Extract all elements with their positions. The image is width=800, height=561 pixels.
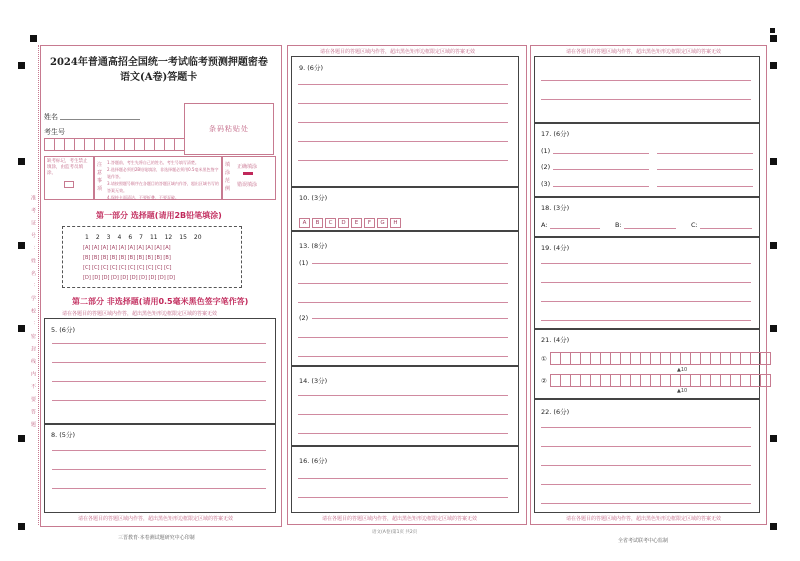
grid-mark: ▲10 (677, 388, 688, 394)
correct-fill-sample (243, 172, 253, 175)
answer-area-warning: 请在各题目的答题区域内作答，超出黑色矩形边框限定区域的答案无效 (78, 516, 234, 522)
registration-mark (770, 35, 777, 42)
sub-question-label: A: (541, 221, 548, 229)
answer-box-q16[interactable] (291, 445, 519, 513)
registration-mark (30, 35, 37, 42)
registration-mark (770, 158, 777, 165)
answer-box-q13[interactable] (291, 230, 519, 367)
question-label: 18. (3分) (541, 204, 570, 212)
question-number: 4 (117, 234, 122, 241)
instruction-line: 3.请按照题号顺序在各题目的答题区域内作答，超出区域书写的答案无效。 (107, 181, 219, 193)
question-label: 13. (8分) (299, 242, 328, 250)
registration-mark (770, 242, 777, 249)
question-number: 1 (85, 234, 89, 241)
question-label: 17. (6分) (541, 130, 570, 138)
question-label: 8. (5分) (51, 431, 75, 439)
question-label: 9. (6分) (299, 64, 323, 72)
answer-box-q14[interactable] (291, 365, 519, 447)
question-number: 2 (95, 234, 100, 241)
instruction-line: 2.选择题必须用2B铅笔填涂，非选择题必须用0.5毫米黑色签字笔作答。 (107, 167, 219, 179)
question-number: 6 (128, 234, 133, 241)
sub-question-label: (1) (541, 147, 551, 155)
name-label: 姓名 (44, 113, 58, 121)
q10-option[interactable]: C (325, 218, 336, 228)
answer-box-q19[interactable] (534, 236, 760, 330)
q10-option[interactable]: E (351, 218, 362, 228)
registration-mark (770, 325, 777, 332)
answer-area-warning: 请在各题目的答题区域内作答，超出黑色矩形边框限定区域的答案无效 (566, 49, 722, 55)
fill-example-label: 填涂范例 (225, 162, 231, 192)
question-number: 15 (179, 234, 187, 241)
question-number: 12 (164, 234, 173, 241)
q10-option[interactable]: H (390, 218, 401, 228)
sub-question-label: ① (541, 355, 547, 363)
sub-question-label: (2) (541, 163, 551, 171)
registration-mark (18, 325, 25, 332)
answer-area-warning: 请在各题目的答题区域内作答，超出黑色矩形边框限定区域的答案无效 (62, 311, 218, 317)
registration-mark (770, 435, 777, 442)
footer-left: 三晋教育·本卷测试题研究中心印制 (118, 535, 195, 541)
answer-box-q22[interactable] (534, 398, 760, 513)
absent-mark-box (44, 156, 94, 200)
question-label: 21. (4分) (541, 336, 570, 344)
registration-mark (18, 523, 25, 530)
barcode-area (184, 103, 274, 155)
name-field[interactable] (60, 119, 140, 120)
question-label: 10. (3分) (299, 194, 328, 202)
student-id-label: 考生号 (44, 128, 65, 136)
q10-option[interactable]: A (299, 218, 310, 228)
question-label: 5. (6分) (51, 326, 75, 334)
side-binding-text: 准 考 证 号 ： 姓 名 ： 学 校 ： 密 封 线 内 不 要 答 题 (30, 195, 36, 430)
part1-title: 第一部分 选择题(请用2B铅笔填涂) (96, 211, 222, 220)
question-label: 22. (6分) (541, 408, 570, 416)
option-row-b[interactable]: [B] [B] [B] [B] [B] [B] [B] [B] [B] [B] (83, 255, 171, 261)
registration-mark (18, 242, 25, 249)
sub-question-label: C: (691, 221, 698, 229)
student-id-cells[interactable] (44, 138, 184, 151)
answer-area-warning: 请在各题目的答题区域内作答，超出黑色矩形边框限定区域的答案无效 (566, 516, 722, 522)
registration-mark (770, 62, 777, 69)
sub-question-label: (3) (541, 180, 551, 188)
instructions-label: 注意事项 (97, 162, 103, 192)
option-row-d[interactable]: [D] [D] [D] [D] [D] [D] [D] [D] [D] [D] (83, 275, 175, 281)
sub-question-label: (1) (299, 259, 309, 267)
sub-question-label: ② (541, 377, 547, 385)
page-title: 2024年普通高招全国统一考试临考预测押题密卷 (50, 57, 268, 68)
correct-fill-label: 正确填涂 (237, 164, 258, 170)
footer-right: 全省考试联考中心监制 (618, 538, 669, 544)
answer-area-warning: 请在各题目的答题区域内作答，超出黑色矩形边框限定区域的答案无效 (322, 516, 478, 522)
question-number: 3 (106, 234, 111, 241)
footer-page: 语文(A卷)第1页 共2页 (372, 530, 418, 535)
absent-mark-text: 缺考标记，考生禁止填涂，由监考员填涂。 (47, 159, 88, 176)
q10-option[interactable]: D (338, 218, 349, 228)
question-number: 20 (193, 234, 202, 241)
answer-box-q8[interactable] (44, 423, 276, 513)
answer-box-q18[interactable] (534, 196, 760, 238)
q21-grid-1[interactable] (550, 352, 770, 365)
answer-area-warning: 请在各题目的答题区域内作答，超出黑色矩形边框限定区域的答案无效 (320, 49, 476, 55)
sub-question-label: (2) (299, 314, 309, 322)
registration-mark (18, 158, 25, 165)
instructions-box (94, 156, 222, 200)
absent-mark-bubble[interactable] (64, 181, 74, 188)
question-label: 16. (6分) (299, 457, 328, 465)
question-label: 19. (4分) (541, 244, 570, 252)
question-number: 11 (149, 234, 158, 241)
q10-option[interactable]: B (312, 218, 323, 228)
q21-grid-2[interactable] (550, 374, 770, 387)
option-row-a[interactable]: [A] [A] [A] [A] [A] [A] [A] [A] [A] [A] (83, 245, 171, 251)
answer-box-q5[interactable] (44, 318, 276, 425)
fill-example-box (222, 156, 276, 200)
wrong-fill-label: 错误填涂 (237, 182, 258, 188)
instruction-line: 4.保持卡面清洁，不要折叠，不要弄破。 (107, 195, 179, 200)
part2-title: 第二部分 非选择题(请用0.5毫米黑色签字笔作答) (72, 297, 249, 306)
registration-mark (18, 62, 25, 69)
choice-answer-area (62, 226, 242, 288)
page-subtitle: 语文(A卷)答题卡 (120, 72, 198, 83)
registration-mark (18, 435, 25, 442)
q10-option[interactable]: F (364, 218, 375, 228)
q10-option[interactable]: G (377, 218, 388, 228)
instruction-line: 1.答题前，考生先将自己的姓名、考生号填写清楚。 (107, 160, 199, 165)
answer-box-q10 (291, 186, 519, 232)
barcode-label: 条码粘贴处 (209, 125, 249, 133)
registration-mark (770, 28, 775, 33)
sub-question-label: B: (615, 221, 622, 229)
answer-box-continued[interactable] (534, 56, 760, 124)
question-label: 14. (3分) (299, 377, 328, 385)
grid-mark: ▲10 (677, 367, 688, 373)
side-binding-strip (30, 45, 39, 525)
option-row-c[interactable]: [C] [C] [C] [C] [C] [C] [C] [C] [C] [C] (83, 265, 172, 271)
registration-mark (770, 523, 777, 530)
question-number: 7 (139, 234, 143, 241)
